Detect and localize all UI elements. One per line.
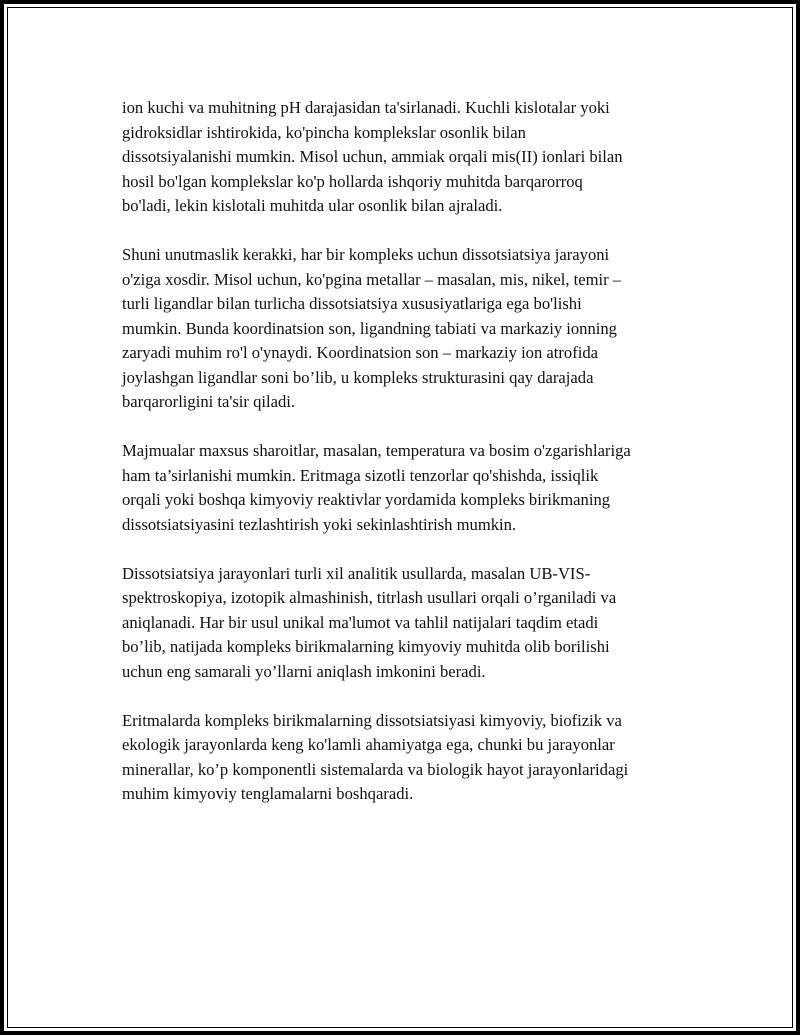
paragraph-1: [122, 96, 702, 219]
text-line: hosil bo'lgan komplekslar ko'p hollarda ishqoriy muhitda barqarorroq: [122, 171, 583, 191]
paragraph-3: [122, 439, 702, 537]
text-line: orqali yoki boshqa kimyoviy reaktivlar yordamida kompleks birikmaning: [122, 490, 611, 509]
paragraph-5: [122, 709, 702, 807]
text-line: turli ligandlar bilan turlicha dissotsiatsiya xususiyatlariga ega bo'lishi: [122, 294, 582, 313]
text-line: bo'ladi, lekin kislotali muhitda ular osonlik bilan ajraladi.: [122, 196, 503, 215]
text-line: ham ta’sirlanishi mumkin. Eritmaga sizotli tenzorlar qo'shishda, issiqlik: [122, 465, 599, 485]
text-line: spektroskopiya, izotopik almashinish, titrlash usullari orqali o’rganiladi va: [122, 588, 617, 607]
text-line: dissotsiatsiyasini tezlashtirish yoki sekinlashtirish mumkin.: [122, 514, 517, 534]
text-line: ion kuchi va muhitning pH darajasidan ta'sirlanadi. Kuchli kislotalar yoki: [122, 98, 610, 117]
text-line: gidroksidlar ishtirokida, ko'pincha komplekslar osonlik bilan: [122, 122, 526, 142]
text-line: aniqlanadi. Har bir usul unikal ma'lumot va tahlil natijalari taqdim etadi: [122, 612, 599, 632]
text-line: o'ziga xosdir. Misol uchun, ko'pgina metallar – masalan, mis, nikel, temir –: [122, 269, 622, 289]
text-line: Shuni unutmaslik kerakki, har bir kompleks uchun dissotsiatsiya jarayoni: [122, 245, 610, 264]
text-line: muhim kimyoviy tenglamalarni boshqaradi.: [122, 784, 414, 803]
text-line: bo’lib, natijada kompleks birikmalarning kimyoviy muhitda olib borilishi: [122, 637, 610, 656]
text-line: barqarorligini ta'sir qiladi.: [122, 392, 296, 411]
paragraph-4: [122, 562, 702, 685]
text-line: Dissotsiatsiya jarayonlari turli xil analitik usullarda, masalan UB-VIS-: [122, 563, 591, 583]
text-line: joylashgan ligandlar soni bo’lib, u kompleks strukturasini qay darajada: [122, 367, 594, 387]
text-line: mumkin. Bunda koordinatsion son, ligandning tabiati va markaziy ionning: [122, 318, 617, 338]
text-line: dissotsiyalanishi mumkin. Misol uchun, ammiak orqali mis(II) ionlari bilan: [122, 147, 623, 166]
text-line: Majmualar maxsus sharoitlar, masalan, temperatura va bosim o'zgarishlariga: [122, 441, 631, 460]
text-line: uchun eng samarali yo’llarni aniqlash imkonini beradi.: [122, 661, 486, 681]
document-body: [122, 96, 702, 831]
text-line: Eritmalarda kompleks birikmalarning dissotsiatsiyasi kimyoviy, biofizik va: [122, 710, 622, 730]
text-line: zaryadi muhim ro'l o'ynaydi. Koordinatsion son – markaziy ion atrofida: [122, 343, 599, 362]
text-line: minerallar, ko’p komponentli sistemalarda va biologik hayot jarayonlaridagi: [122, 759, 629, 779]
text-line: ekologik jarayonlarda keng ko'lamli ahamiyatga ega, chunki bu jarayonlar: [122, 735, 615, 754]
paragraph-2: [122, 243, 702, 415]
